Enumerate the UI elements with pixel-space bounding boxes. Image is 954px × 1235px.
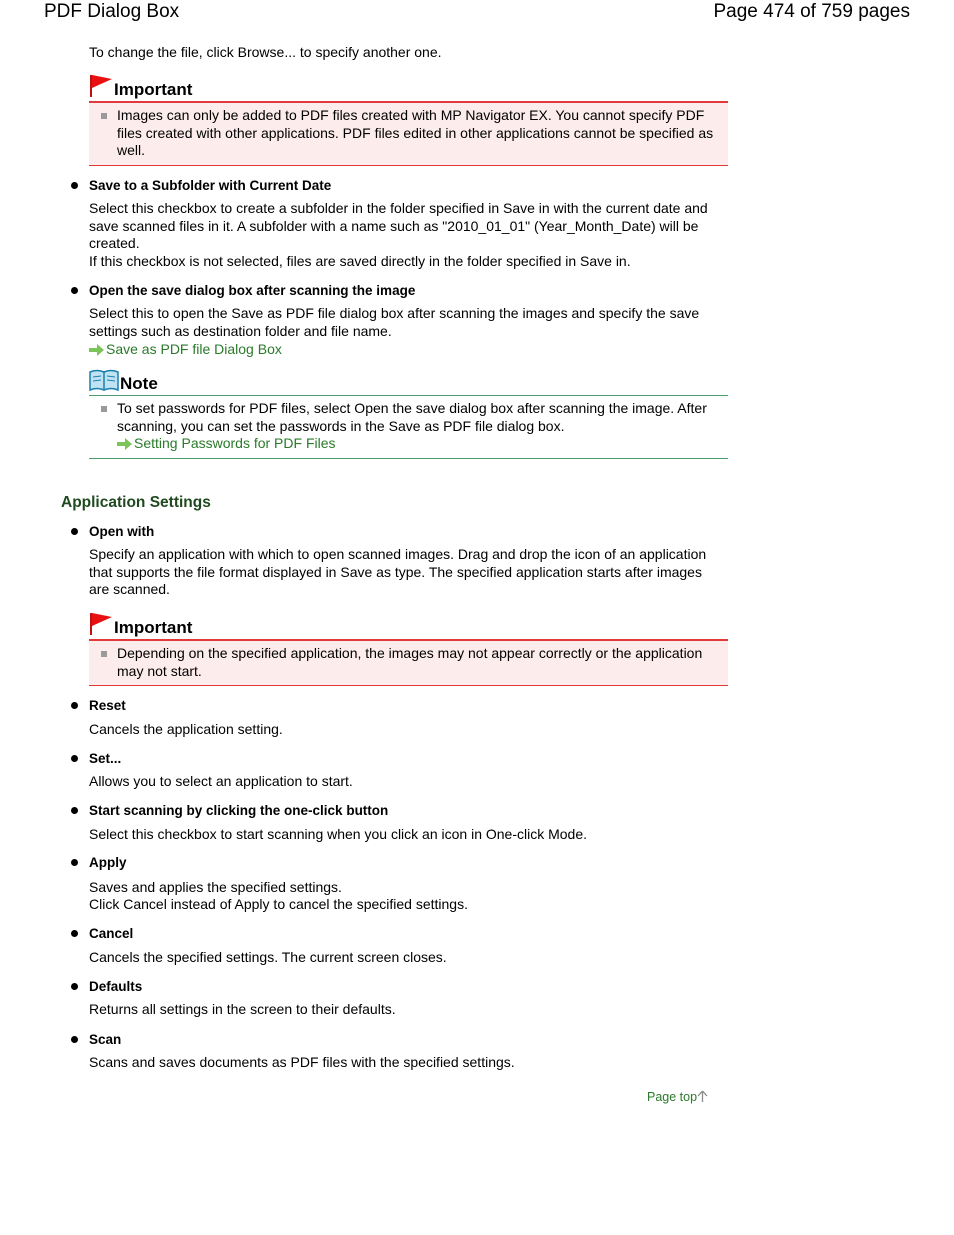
note-text: To set passwords for PDF files, select Open the save dialog box after scanning the image. After scanning, you can set the passwords in the Save as PDF file dialog box.: [117, 400, 707, 434]
bullet-icon: [71, 287, 78, 294]
scan-text: Scans and saves documents as PDF files with the specified settings.: [89, 1054, 515, 1070]
subfolder-text-2: If this checkbox is not selected, files are saved directly in the folder specified in Save in.: [89, 253, 631, 269]
bullet-icon: [71, 983, 78, 990]
page-top-text[interactable]: Page top: [647, 1090, 698, 1104]
note-box: [89, 368, 728, 459]
square-bullet-icon: [101, 651, 107, 657]
bullet-icon: [71, 755, 78, 762]
set-text: Allows you to select an application to start.: [89, 773, 353, 789]
arrow-right-icon: [89, 344, 104, 356]
bullet-icon: [71, 528, 78, 535]
open-save-text: Select this to open the Save as PDF file dialog box after scanning the images and specify the save settings such as destination folder and file name.: [89, 305, 700, 339]
item-title-open-save: Open the save dialog box after scanning the image: [89, 282, 415, 299]
apply-text: Saves and applies the specified settings.: [89, 879, 342, 895]
page-top-link[interactable]: [647, 1089, 708, 1107]
item-title-one-click: Start scanning by clicking the one-click button: [89, 802, 388, 819]
important-item: [89, 103, 728, 165]
item-title-subfolder: Save to a Subfolder with Current Date: [89, 177, 331, 194]
apply-text-2: Click Cancel instead of Apply to cancel the specified settings.: [89, 896, 468, 912]
link-setting-passwords[interactable]: [117, 435, 716, 453]
bullet-icon: [71, 859, 78, 866]
arrow-up-icon: [697, 1090, 708, 1103]
page-counter: Page 474 of 759 pages: [713, 1, 910, 22]
bullet-icon: [71, 1036, 78, 1043]
square-bullet-icon: [101, 113, 107, 119]
cancel-text: Cancels the specified settings. The current screen closes.: [89, 949, 447, 965]
flag-icon: [89, 74, 113, 98]
book-icon: [89, 368, 119, 392]
item-title-cancel: Cancel: [89, 925, 133, 942]
link-text[interactable]: Save as PDF file Dialog Box: [106, 341, 282, 357]
important-box-2: [89, 612, 728, 686]
important-item: [89, 641, 728, 685]
item-title-reset: Reset: [89, 697, 126, 714]
page-header: [0, 0, 954, 30]
document-title: PDF Dialog Box: [44, 1, 180, 22]
flag-icon: [89, 612, 113, 636]
defaults-text: Returns all settings in the screen to their defaults.: [89, 1001, 396, 1017]
square-bullet-icon: [101, 406, 107, 412]
important-text: Images can only be added to PDF files created with MP Navigator EX. You cannot specify PDF files created with other applications. PDF files edited in other applications cannot be specified as well.: [117, 107, 714, 158]
link-text[interactable]: Setting Passwords for PDF Files: [134, 435, 336, 451]
important-box-1: [89, 74, 728, 166]
item-title-open-with: Open with: [89, 523, 154, 540]
item-title-apply: Apply: [89, 854, 127, 871]
important-text: Depending on the specified application, the images may not appear correctly or the application may not start.: [117, 645, 703, 679]
reset-text: Cancels the application setting.: [89, 721, 283, 737]
arrow-right-icon: [117, 438, 132, 450]
item-title-set: Set...: [89, 750, 121, 767]
one-click-text: Select this checkbox to start scanning when you click an icon in One-click Mode.: [89, 826, 588, 842]
open-with-text: Specify an application with which to open scanned images. Drag and drop the icon of an application that supports the file format displayed in Save as type. The specified application starts after images are scanned.: [89, 546, 707, 597]
intro-text: To change the file, click Browse... to specify another one.: [89, 44, 442, 60]
item-title-scan: Scan: [89, 1031, 121, 1048]
important-label: Important: [114, 618, 193, 637]
bullet-icon: [71, 182, 78, 189]
item-title-defaults: Defaults: [89, 978, 142, 995]
note-label: Note: [120, 374, 158, 393]
bullet-icon: [71, 702, 78, 709]
bullet-icon: [71, 930, 78, 937]
note-item: [89, 396, 728, 458]
subfolder-text: Select this checkbox to create a subfolder in the folder specified in Save in with the current date and save scanned files in it. A subfolder with a name such as "2010_01_01" (Year_Month_Date) will be created.: [89, 200, 708, 251]
bullet-icon: [71, 807, 78, 814]
section-title-application-settings: Application Settings: [61, 494, 211, 511]
important-label: Important: [114, 80, 193, 99]
link-save-as-pdf[interactable]: [89, 341, 282, 359]
